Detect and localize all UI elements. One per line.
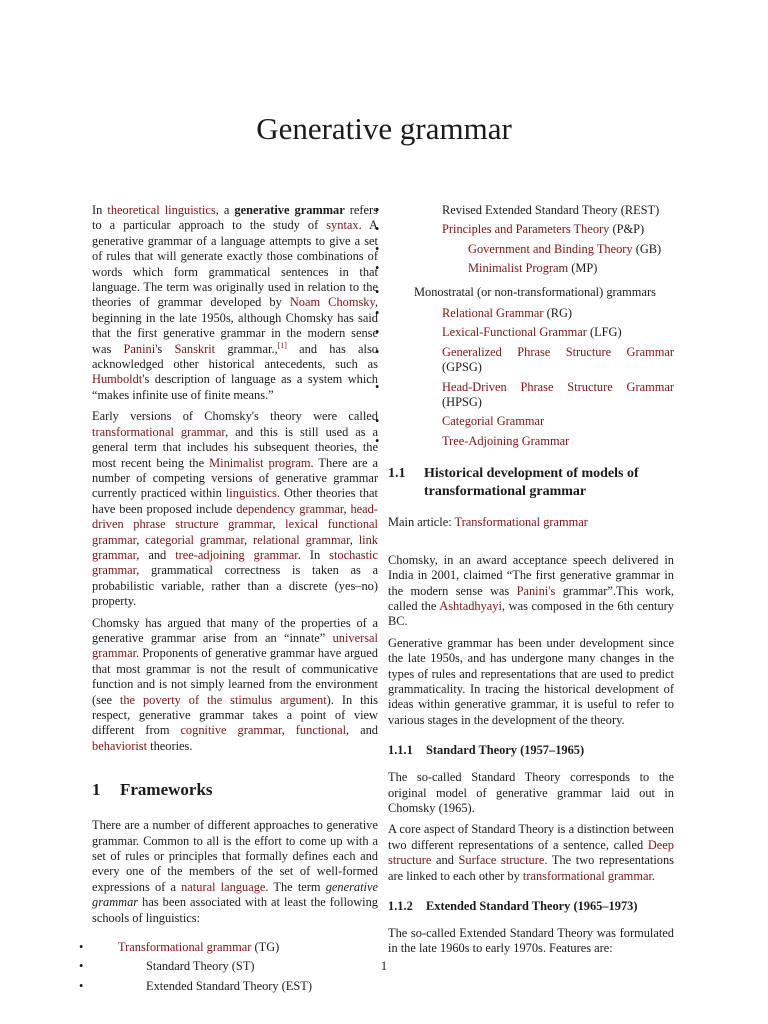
section-1-1-1-number: 1.1.1 [388,743,413,758]
wiki-link[interactable]: head-driven phrase structure grammar [92,501,378,532]
text-run: theories. [147,738,193,753]
wiki-link[interactable]: categorial grammar [145,532,245,547]
text-run: (P&P) [609,222,645,237]
wiki-link[interactable]: stochastic grammar [92,547,378,578]
wiki-link[interactable]: Minimalist program [209,455,311,470]
wiki-link[interactable]: behaviorist [92,738,148,753]
text-run: , [272,517,286,532]
wiki-link[interactable]: Categorial Grammar [442,414,545,429]
wiki-link[interactable]: Humboldt [92,372,143,387]
framework-list-item [388,380,674,411]
wiki-link[interactable]: Surface structure [458,853,545,868]
frameworks-list-right-c [388,306,674,449]
text-run: , [343,501,351,516]
framework-list-item [388,306,674,321]
framework-list-item [388,242,674,257]
wiki-link[interactable]: syntax [326,218,359,233]
text-run: grammar”.This work, called the [388,583,674,613]
section-1-1-title: Historical development of models of transformational grammar [424,466,639,500]
text-run: grammar., [215,341,278,356]
text-run: , beginning in the late 1950s, although Chomsky has said that the first generative grammar in the modern sense was [92,295,378,356]
text-run: Generative grammar has been under development since the late 1950s, and has undergone many changes in the types of rules and representations that are used to predict grammaticality. In tracing the historical development of ideas within generative grammar, it is useful to refer to various stages in the development of the theory. [388,635,674,727]
text-run: Standard Theory (ST) [146,959,255,974]
wiki-link[interactable]: Transformational grammar [118,940,252,955]
wiki-link[interactable]: transformational grammar [522,868,652,883]
text-run: (RG) [543,306,573,321]
wiki-link[interactable]: Minimalist Program [468,261,569,276]
wiki-link[interactable]: Head-Driven Phrase Structure Grammar [442,379,674,394]
text-run: has been associated with at least the following schools of linguistics: [92,895,378,925]
text-run: (LFG) [586,325,622,340]
section-1-title: Frameworks [120,780,213,800]
wiki-link[interactable]: Panini's [516,583,556,598]
section-1-heading [92,780,378,800]
text-run: ). In this respect, generative grammar takes a point of view different from [92,692,378,738]
text-run: , a [215,203,235,217]
text-run: 's [155,341,175,356]
text-run: (MP) [568,261,598,276]
section-1-1-1-heading [388,742,674,758]
wiki-link[interactable]: transformational grammar [92,424,226,439]
wiki-link[interactable]: theoretical linguistics [107,203,216,217]
text-run: . Other theories that have been proposed include [92,486,378,516]
right-column [388,203,674,963]
text-run: (TG) [251,940,280,955]
wiki-link[interactable]: lexical functional grammar [92,517,378,547]
text-run: , [136,532,146,547]
text-run: . A generative grammar of a language attempts to give a set of rules that will generate exactly those combinations of words which form grammatical sentences in that language. The term was originally used in relation to the theories of grammar developed by [92,218,378,310]
text-run: refers to a particular approach to the study of [92,203,379,233]
text-run: There are a number of different approaches to generative grammar. Common to all is the effort to come up with a set of rules or principles that formally defines each and every one of the members of the set of well-formed expressions of a [92,818,378,894]
wiki-link[interactable]: [1] [277,340,287,350]
wiki-link[interactable]: link grammar [92,532,378,562]
text-run: (GPSG) [442,360,482,375]
text-run: . There are a number of competing versions of generative grammar currently practiced within [92,455,378,501]
frameworks-list-right-b [388,285,674,300]
page-number: 1 [380,959,388,973]
bold-term: generative grammar [234,203,345,217]
main-article-link[interactable]: Transformational grammar [454,515,588,530]
framework-list-item [388,345,674,376]
framework-list-item [388,203,674,218]
frameworks-list-right-a [388,203,674,277]
text-run: Revised Extended Standard Theory (REST) [442,203,660,217]
text-run: Chomsky, in an award acceptance speech delivered in India in 2001, claimed “The first generative grammar in the modern sense was [388,552,674,598]
text-run: , [244,532,253,547]
text-run: Early versions of Chomsky's theory were called [92,409,378,424]
text-run: A core aspect of Standard Theory is a distinction between two different representations of a sentence, called [388,822,674,852]
section-1-1-2-title: Extended Standard Theory (1965–1973) [426,899,638,913]
wiki-link[interactable]: Lexical-Functional Grammar [442,325,587,340]
framework-list-item [388,434,674,449]
section-1-number: 1 [92,780,101,800]
wiki-link[interactable]: Noam Chomsky [289,295,375,310]
wiki-link[interactable]: Relational Grammar [442,306,544,321]
page-title: Generative grammar [256,111,512,146]
section-1-1-heading [388,465,674,501]
text-run: , [349,532,359,547]
text-run: , and [346,723,378,738]
framework-list-item [92,979,378,994]
framework-list-item [388,414,674,429]
text-run: and [431,853,459,868]
main-article-note [388,515,674,530]
section-1-1-2-number: 1.1.2 [388,899,413,913]
text-run: In [92,203,108,217]
wiki-link[interactable]: natural language [181,879,266,894]
wiki-link[interactable]: Tree-Adjoining Grammar [442,433,570,448]
intro-paragraph-1 [92,203,378,403]
wiki-link[interactable]: universal grammar [92,630,378,661]
text-run: , and this is still used as a general term that includes his subsequent theories, the most recent being the [92,424,379,470]
text-run: . The two representations are linked to each other by [388,853,674,883]
wiki-link[interactable]: relational grammar [252,532,350,547]
wiki-link[interactable]: tree-adjoining grammar [175,547,298,562]
text-run: (HPSG) [442,395,482,410]
text-run: , grammatical correctness is taken as a probabilistic variable, rather than a discrete (yes–no) property. [92,563,378,609]
text-run: (GB) [632,241,662,256]
text-run: 's description of language as a system which “makes infinite use of finite means.” [92,372,378,402]
wiki-link[interactable]: Generalized Phrase Structure Grammar [442,344,674,359]
frameworks-paragraph [92,818,378,926]
wiki-link[interactable]: cognitive grammar [180,723,282,738]
intro-paragraph-3 [92,616,378,755]
wiki-link[interactable]: Ashtadhyayi [439,598,502,613]
wiki-link[interactable]: Panini [123,341,156,356]
text-run: , [281,723,296,738]
left-column [92,203,378,998]
text-run: Chomsky has argued that many of the properties of a generative grammar arise from an “innate” [92,615,378,645]
intro-paragraph-2 [92,409,378,609]
italic-term: generative grammar [92,879,378,910]
standard-theory-paragraph-2 [388,822,674,884]
text-run: . Proponents of generative grammar have argued that most grammar is not the result of communicative function and is not simply learned from the environment (see [92,646,378,707]
text-run: and has also acknowledged other historical antecedents, such as [92,341,378,372]
text-run: , and [136,547,176,562]
framework-list-item [388,325,674,340]
section-1-1-2-heading [388,898,674,914]
history-paragraph-1 [388,553,674,630]
text-run: , was composed in the 6th century BC. [388,598,674,629]
extended-theory-paragraph-1 [388,926,674,957]
framework-list-item [388,261,674,276]
wiki-link[interactable]: linguistics [225,486,277,501]
text-run: Extended Standard Theory (EST) [146,978,312,993]
framework-list-item [388,222,674,237]
wiki-link[interactable]: functional [295,723,347,738]
history-paragraph-2 [388,636,674,728]
wiki-link[interactable]: dependency grammar [236,501,344,516]
main-article-label: Main article: [388,515,455,530]
wiki-link[interactable]: Sanskrit [174,341,216,356]
text-run: . [651,868,656,883]
text-run: Monostratal (or non-transformational) grammars [414,284,656,299]
framework-list-item [92,940,378,955]
framework-list-item [388,285,674,300]
wiki-link[interactable]: the poverty of the stimulus argument [119,692,327,707]
wiki-link[interactable]: Government and Binding Theory [468,241,633,256]
section-1-1-1-title: Standard Theory (1957–1965) [426,743,585,758]
wiki-link[interactable]: Deep structure [388,837,674,868]
standard-theory-paragraph-1 [388,770,674,816]
text-run: . In [297,547,330,562]
wiki-link[interactable]: Principles and Parameters Theory [442,222,610,237]
text-run: The so-called Extended Standard Theory was formulated in the late 1960s to early 1970s. Features are: [388,926,674,956]
section-1-1-number: 1.1 [388,466,406,482]
text-run: The so-called Standard Theory corresponds to the original model of generative grammar laid out in Chomsky (1965). [388,770,674,815]
text-run: . The term [265,879,326,894]
